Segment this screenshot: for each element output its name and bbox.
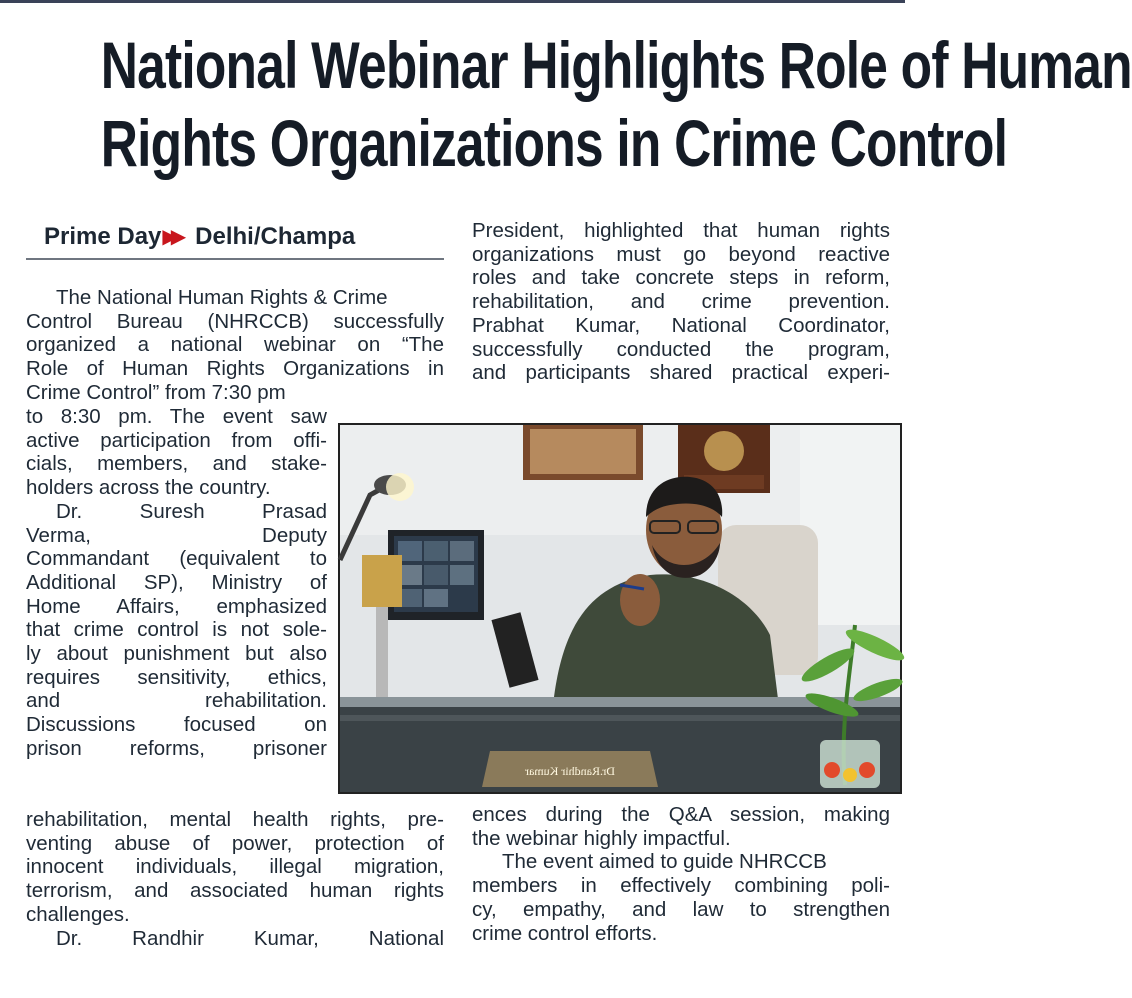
article-line: ly about punishment but also <box>26 642 327 666</box>
article-line: Crime Control” from 7:30 pm <box>26 380 286 404</box>
article-line: and rehabilitation. <box>26 689 327 713</box>
article-column-left-narrow <box>26 405 327 761</box>
article-line: Role of Human Rights Organizations in <box>26 357 444 381</box>
article-line: Discussions focused on <box>26 713 327 737</box>
top-rule <box>0 0 905 3</box>
article-line: Dr. Suresh Prasad <box>56 499 327 523</box>
article-column-left-top <box>26 286 444 405</box>
article-line: roles and take concrete steps in reform, <box>472 266 890 290</box>
video-tile <box>450 541 474 561</box>
trophy-top <box>362 555 402 607</box>
video-tile <box>450 565 474 585</box>
article-line: The National Human Rights & Crime <box>56 286 388 309</box>
article-line: Commandant (equivalent to <box>26 547 327 571</box>
video-tile <box>424 589 448 607</box>
article-line: successfully conducted the program, <box>472 337 890 361</box>
article-line: organized a national webinar on “The <box>26 333 444 357</box>
article-line: ences during the Q&A session, making <box>472 803 890 826</box>
lamp-glow <box>386 473 414 501</box>
article-line: that crime control is not sole- <box>26 618 327 642</box>
article-line: crime control efforts. <box>472 921 658 945</box>
article-photo <box>338 423 902 794</box>
article-line: terrorism, and associated human rights <box>26 879 444 903</box>
publication-name: Prime Day <box>44 223 162 250</box>
article-line: the webinar highly impactful. <box>472 826 731 850</box>
wall-frame-left-inner <box>530 429 636 474</box>
video-tile <box>424 541 448 561</box>
article-line: Dr. Randhir Kumar, National <box>56 926 444 950</box>
person-hand <box>620 574 660 626</box>
article-column-right-bottom <box>472 803 890 945</box>
article-line: to 8:30 pm. The event saw <box>26 405 327 428</box>
nameplate-text: Dr.Randhir Kumar <box>525 764 615 778</box>
photo-illustration <box>340 425 900 792</box>
dateline <box>26 222 444 260</box>
headline-line-2: Rights Organizations in Crime Control <box>100 106 1008 180</box>
article-line: members in effectively combining poli- <box>472 874 890 898</box>
article-line: organizations must go beyond reactive <box>472 242 890 266</box>
video-tile <box>424 565 448 585</box>
wall-emblem <box>704 431 744 471</box>
trophy-pillar <box>376 607 388 697</box>
article-line: active participation from offi- <box>26 428 327 452</box>
article-line: venting abuse of power, protection of <box>26 831 444 855</box>
headline-line-1: National Webinar Highlights Role of Human <box>100 28 1132 102</box>
article-line: holders across the country. <box>26 476 271 500</box>
double-arrow-icon: ▶▶ <box>162 226 180 248</box>
article-line: prison reforms, prisoner <box>26 736 327 760</box>
article-line: challenges. <box>26 902 130 926</box>
headline <box>100 26 1132 182</box>
article-column-right-top <box>472 219 890 385</box>
desk-reflection <box>340 715 900 721</box>
article-line: rehabilitation, mental health rights, pre- <box>26 808 444 831</box>
article-line: innocent individuals, illegal migration, <box>26 855 444 879</box>
article-line: Control Bureau (NHRCCB) successfully <box>26 309 444 333</box>
article-line: Additional SP), Ministry of <box>26 570 327 594</box>
decor-stone <box>824 762 840 778</box>
decor-stone <box>843 768 857 782</box>
article-line: Home Affairs, emphasized <box>26 594 327 618</box>
decor-stone <box>859 762 875 778</box>
dateline-location: Delhi/Champa <box>195 223 356 250</box>
article-line: cy, empathy, and law to strengthen <box>472 897 890 921</box>
article-line: rehabilitation, and crime prevention. <box>472 290 890 314</box>
article-line: Prabhat Kumar, National Coordinator, <box>472 313 890 337</box>
article-column-left-bottom <box>26 808 444 950</box>
article-line: cials, members, and stake- <box>26 452 327 476</box>
article-line: requires sensitivity, ethics, <box>26 665 327 689</box>
article-line: President, highlighted that human rights <box>472 219 890 242</box>
article-line: Verma, Deputy <box>26 523 327 547</box>
article-line: The event aimed to guide NHRCCB <box>502 850 827 874</box>
article-line: and participants shared practical experi- <box>472 361 890 385</box>
